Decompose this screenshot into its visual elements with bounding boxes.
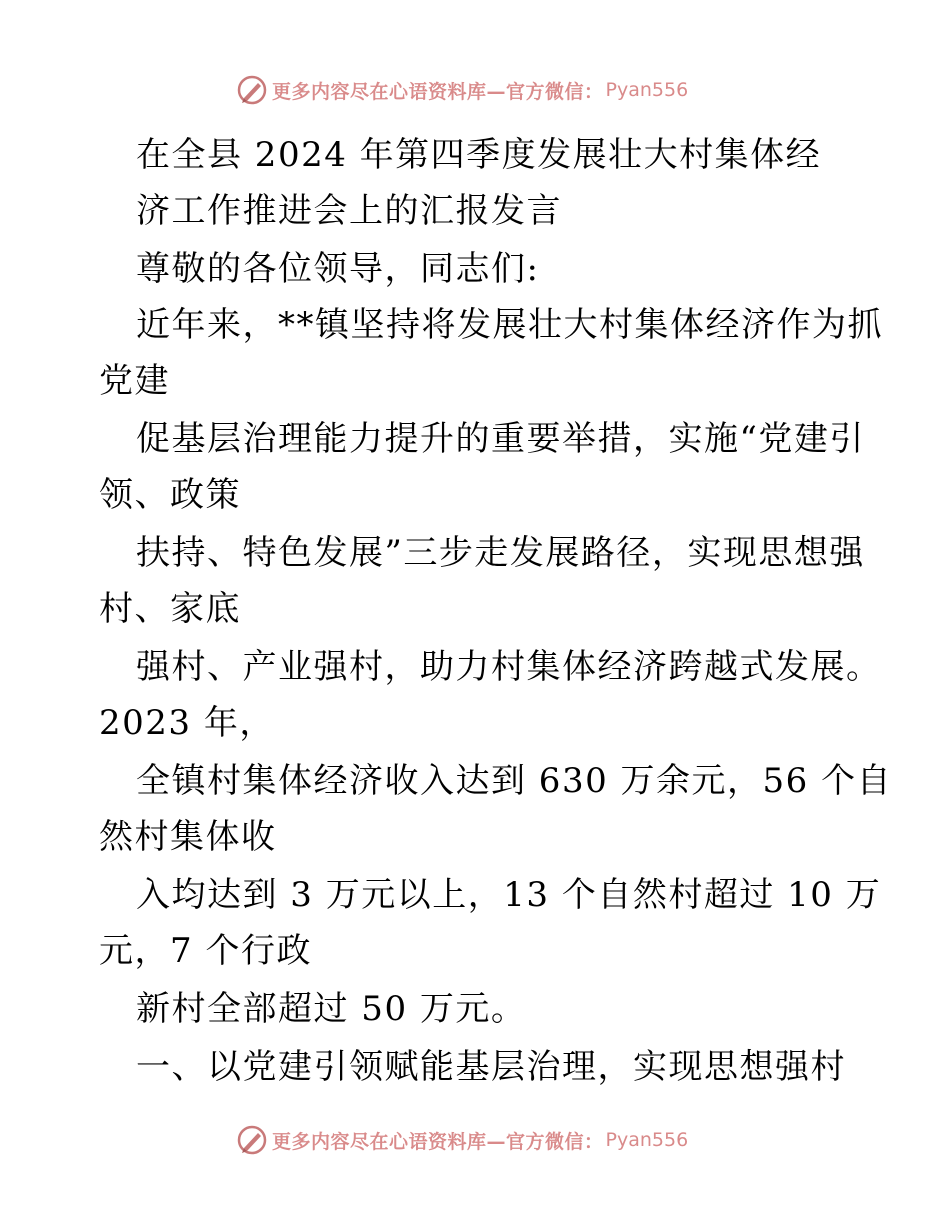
watermark-handle: Pyan556 xyxy=(605,79,689,101)
paragraph-line: 强村、产业强村，助力村集体经济跨越式发展。 xyxy=(136,647,882,687)
paragraph-line: 2023 年， xyxy=(99,703,275,743)
watermark-text: 更多内容尽在心语资料库—官方微信： xyxy=(272,1130,604,1153)
watermark-footer xyxy=(236,1123,688,1157)
paragraph-line: 近年来，**镇坚持将发展壮大村集体经济作为抓 xyxy=(136,305,883,345)
paragraph-line: 入均达到 3 万元以上，13 个自然村超过 10 万 xyxy=(136,875,882,915)
paragraph-line: 元，7 个行政 xyxy=(99,931,312,971)
pen-logo-icon xyxy=(236,1124,268,1156)
paragraph-line: 新村全部超过 50 万元。 xyxy=(136,989,527,1029)
paragraph-line: 扶持、特色发展”三步走发展路径，实现思想强 xyxy=(136,533,865,573)
paragraph-line: 然村集体收 xyxy=(99,817,277,857)
paragraph-line: 全镇村集体经济收入达到 630 万余元，56 个自 xyxy=(136,761,893,801)
document-title-line-2: 济工作推进会上的汇报发言 xyxy=(136,191,562,231)
paragraph-line: 领、政策 xyxy=(99,475,241,515)
section-heading-1: 一、以党建引领赋能基层治理，实现思想强村 xyxy=(136,1047,846,1087)
paragraph-line: 党建 xyxy=(99,361,170,401)
paragraph-line: 村、家底 xyxy=(99,589,241,629)
watermark-handle: Pyan556 xyxy=(605,1129,689,1151)
pen-logo-icon xyxy=(236,74,268,106)
paragraph-line: 促基层治理能力提升的重要举措，实施“党建引 xyxy=(136,419,865,459)
watermark-header xyxy=(236,73,688,107)
watermark-text: 更多内容尽在心语资料库—官方微信： xyxy=(272,80,604,103)
document-title-line-1: 在全县 2024 年第四季度发展壮大村集体经 xyxy=(136,135,822,175)
salutation: 尊敬的各位领导，同志们: xyxy=(136,249,540,289)
